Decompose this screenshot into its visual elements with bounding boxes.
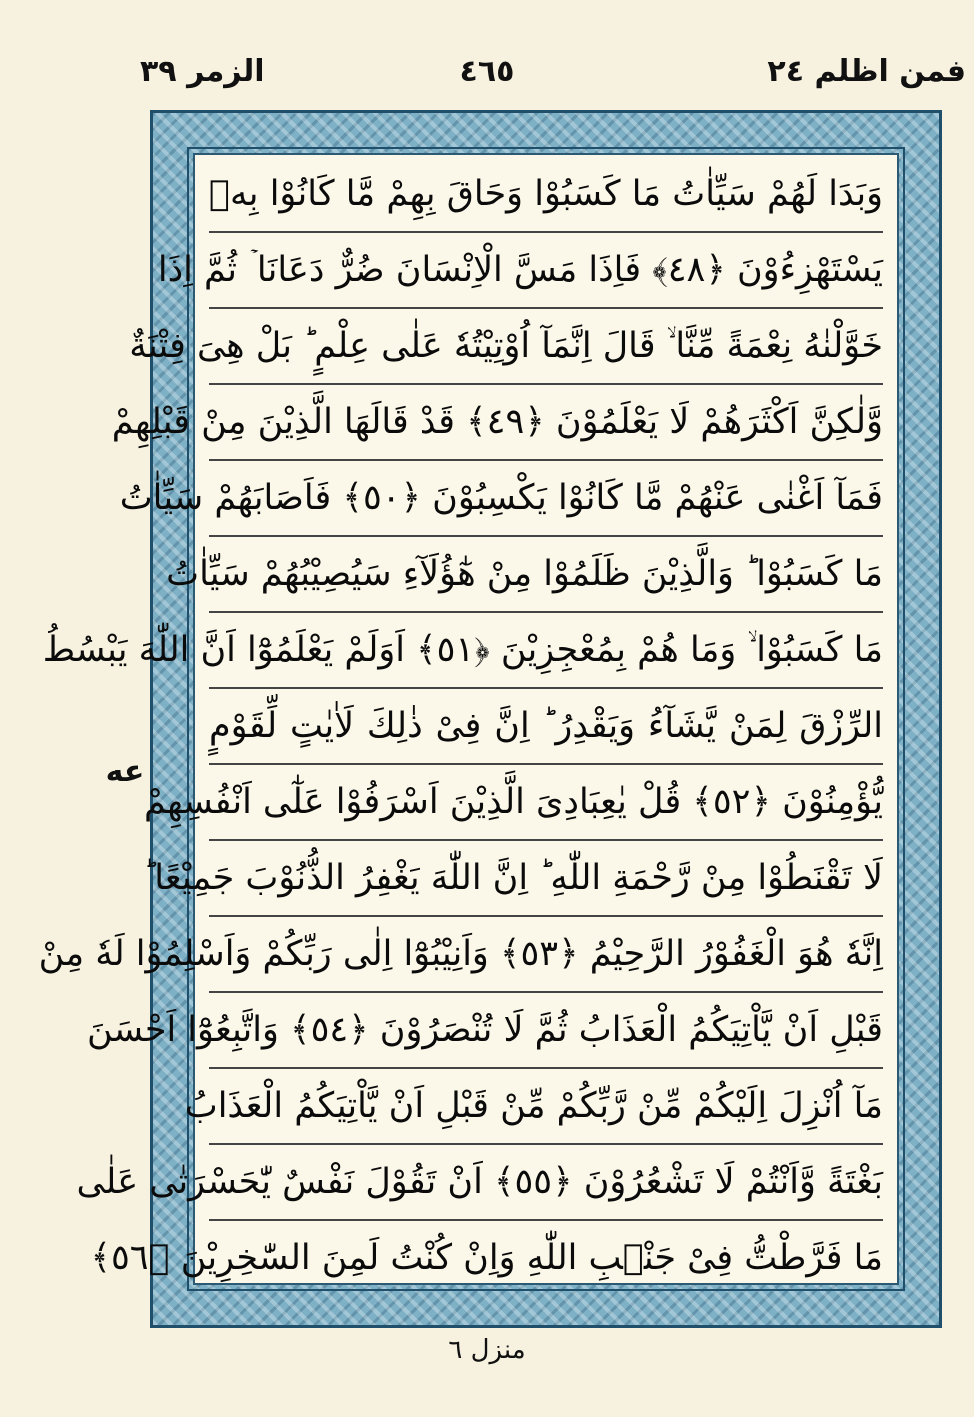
ruku-marker: عه [105,754,145,789]
surah-name-header: الزمر ٣٩ [140,54,265,89]
verse-line-9: يُّؤْمِنُوْنَ ﴿٥٢﴾ قُلْ يٰعِبَادِىَ الَّذِيْنَ اَسْرَفُوْا عَلٰٓى اَنْفُسِهِمْ [209,763,883,841]
verse-line-5: فَمَآ اَغْنٰى عَنْهُمْ مَّا كَانُوْا يَكْسِبُوْنَ ﴿٥٠﴾ فَاَصَابَهُمْ سَيِّاٰتُ [209,459,883,537]
juz-name-header: فمن اظلم ٢٤ [767,54,966,89]
verse-line-8: الرِّزْقَ لِمَنْ يَّشَآءُ وَيَقْدِرُ ؕ اِنَّ فِىْ ذٰلِكَ لَاٰيٰتٍ لِّقَوْمٍ [209,687,883,765]
page-number: ٤٦٥ [459,54,515,89]
verse-line-11: اِنَّهٗ هُوَ الْغَفُوْرُ الرَّحِيْمُ ﴿٥٣﴾ وَاَنِيْبُوْٓا اِلٰى رَبِّكُمْ وَاَسْلِمُوْا لَهٗ مِنْ [209,915,883,993]
verse-line-7: مَا كَسَبُوْا ۙ وَمَا هُمْ بِمُعْجِزِيْنَ ﴿٥١﴾ اَوَلَمْ يَعْلَمُوْٓا اَنَّ اللّٰهَ يَبْسُطُ [209,611,883,689]
verse-line-13: مَآ اُنْزِلَ اِلَيْكُمْ مِّنْ رَّبِّكُمْ مِّنْ قَبْلِ اَنْ يَّاْتِيَكُمُ الْعَذَابُ [209,1067,883,1145]
verse-line-12: قَبْلِ اَنْ يَّاْتِيَكُمُ الْعَذَابُ ثُمَّ لَا تُنْصَرُوْنَ ﴿٥٤﴾ وَاتَّبِعُوْٓا اَحْسَنَ [209,991,883,1069]
verse-line-10: لَا تَقْنَطُوْا مِنْ رَّحْمَةِ اللّٰهِ ؕ اِنَّ اللّٰهَ يَغْفِرُ الذُّنُوْبَ جَمِيْعًا ؕ [209,839,883,917]
verse-line-14: بَغْتَةً وَّاَنْتُمْ لَا تَشْعُرُوْنَ ﴿٥٥﴾ اَنْ تَقُوْلَ نَفْسٌ يّٰحَسْرَتٰى عَلٰى [209,1143,883,1221]
verse-line-6: مَا كَسَبُوْا ؕ وَالَّذِيْنَ ظَلَمُوْا مِنْ هٰٓؤُلَآءِ سَيُصِيْبُهُمْ سَيِّاٰتُ [209,535,883,613]
verse-line-4: وَّلٰكِنَّ اَكْثَرَهُمْ لَا يَعْلَمُوْنَ ﴿٤٩﴾ قَدْ قَالَهَا الَّذِيْنَ مِنْ قَبْلِهِمْ [209,383,883,461]
verse-line-15: مَا فَرَّطْتُّ فِىْ جَنْۢبِ اللّٰهِ وَاِنْ كُنْتُ لَمِنَ السّٰخِرِيْنَ ﴿٥٦﴾ [90,1238,883,1278]
verse-line-3: خَوَّلْنٰهُ نِعْمَةً مِّنَّا ۙ قَالَ اِنَّمَآ اُوْتِيْتُهٗ عَلٰى عِلْمٍ ؕ بَلْ هِىَ فِتْنَةٌ [209,307,883,385]
manzil-footer: منزل ٦ [448,1335,526,1365]
verse-line-2: يَسْتَهْزِءُوْنَ ﴿٤٨﴾ فَاِذَا مَسَّ الْاِنْسَانَ ضُرٌّ دَعَانَا ۡ ثُمَّ اِذَا [209,231,883,309]
verse-line-1: وَبَدَا لَهُمْ سَيِّاٰتُ مَا كَسَبُوْا وَحَاقَ بِهِمْ مَّا كَانُوْا بِهٖ [209,155,883,233]
